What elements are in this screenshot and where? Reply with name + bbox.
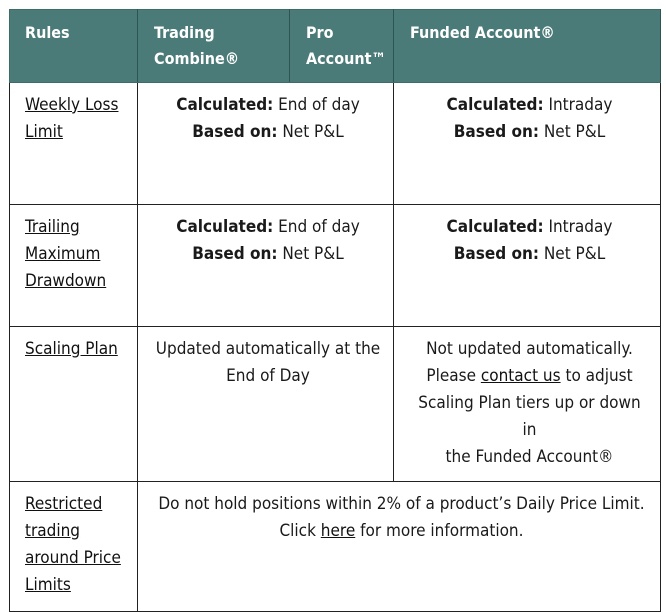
calculated-label: Calculated: xyxy=(446,217,544,237)
based-on-label: Based on: xyxy=(192,244,278,264)
rule-cell xyxy=(10,482,138,612)
here-link[interactable]: here xyxy=(320,521,356,541)
header-pro-account: Pro Account™ xyxy=(290,10,394,83)
header-trading-combine: Trading Combine® xyxy=(138,10,290,83)
table-header-row xyxy=(10,10,661,83)
based-on-value: Net P&L xyxy=(543,244,606,264)
table-row xyxy=(10,327,661,482)
rule-cell xyxy=(10,327,138,482)
calculated-label: Calculated: xyxy=(176,217,274,237)
calculated-label: Calculated: xyxy=(446,95,544,115)
calculated-value: End of day xyxy=(278,95,360,115)
calculated-value: Intraday xyxy=(548,95,613,115)
rule-link-restricted-trading[interactable]: Restricted trading around Price Limits xyxy=(25,494,121,595)
rules-table xyxy=(9,9,661,612)
table-row xyxy=(10,482,661,612)
header-funded-account: Funded Account® xyxy=(394,10,661,83)
price-limit-text: Do not hold positions within 2% of a product’s Daily Price Limit. xyxy=(158,494,645,514)
funded-cell xyxy=(394,83,661,205)
scaling-funded-text: to adjust xyxy=(565,366,633,386)
price-limit-text: for more information. xyxy=(360,521,524,541)
scaling-funded-text: Please xyxy=(426,366,476,386)
scaling-combined-text: End of Day xyxy=(226,366,310,386)
based-on-value: Net P&L xyxy=(282,244,344,264)
price-limit-text: Click xyxy=(279,521,316,541)
scaling-combined-text: Updated automatically at the xyxy=(155,339,381,359)
rule-cell xyxy=(10,83,138,205)
combine-pro-cell xyxy=(138,205,394,327)
based-on-label: Based on: xyxy=(453,122,539,142)
calculated-value: End of day xyxy=(278,217,360,237)
scaling-funded-text: Not updated automatically. xyxy=(426,339,633,359)
table-row xyxy=(10,83,661,205)
scaling-funded-text: the Funded Account® xyxy=(445,447,614,467)
funded-cell xyxy=(394,327,661,482)
funded-cell xyxy=(394,205,661,327)
based-on-label: Based on: xyxy=(192,122,278,142)
scaling-funded-text: Scaling Plan tiers up or down in xyxy=(418,393,641,440)
combine-pro-cell xyxy=(138,327,394,482)
rule-link-trailing-maximum-drawdown[interactable]: Trailing Maximum Drawdown xyxy=(25,217,107,291)
rule-link-weekly-loss-limit[interactable]: Weekly Loss Limit xyxy=(25,95,119,142)
based-on-value: Net P&L xyxy=(282,122,344,142)
based-on-value: Net P&L xyxy=(543,122,606,142)
table-row xyxy=(10,205,661,327)
calculated-label: Calculated: xyxy=(176,95,274,115)
calculated-value: Intraday xyxy=(548,217,613,237)
rule-link-scaling-plan[interactable]: Scaling Plan xyxy=(25,339,118,359)
rule-cell xyxy=(10,205,138,327)
contact-us-link[interactable]: contact us xyxy=(480,366,561,386)
based-on-label: Based on: xyxy=(453,244,539,264)
combine-pro-cell xyxy=(138,83,394,205)
header-rules: Rules xyxy=(10,10,138,83)
all-accounts-cell xyxy=(138,482,661,612)
